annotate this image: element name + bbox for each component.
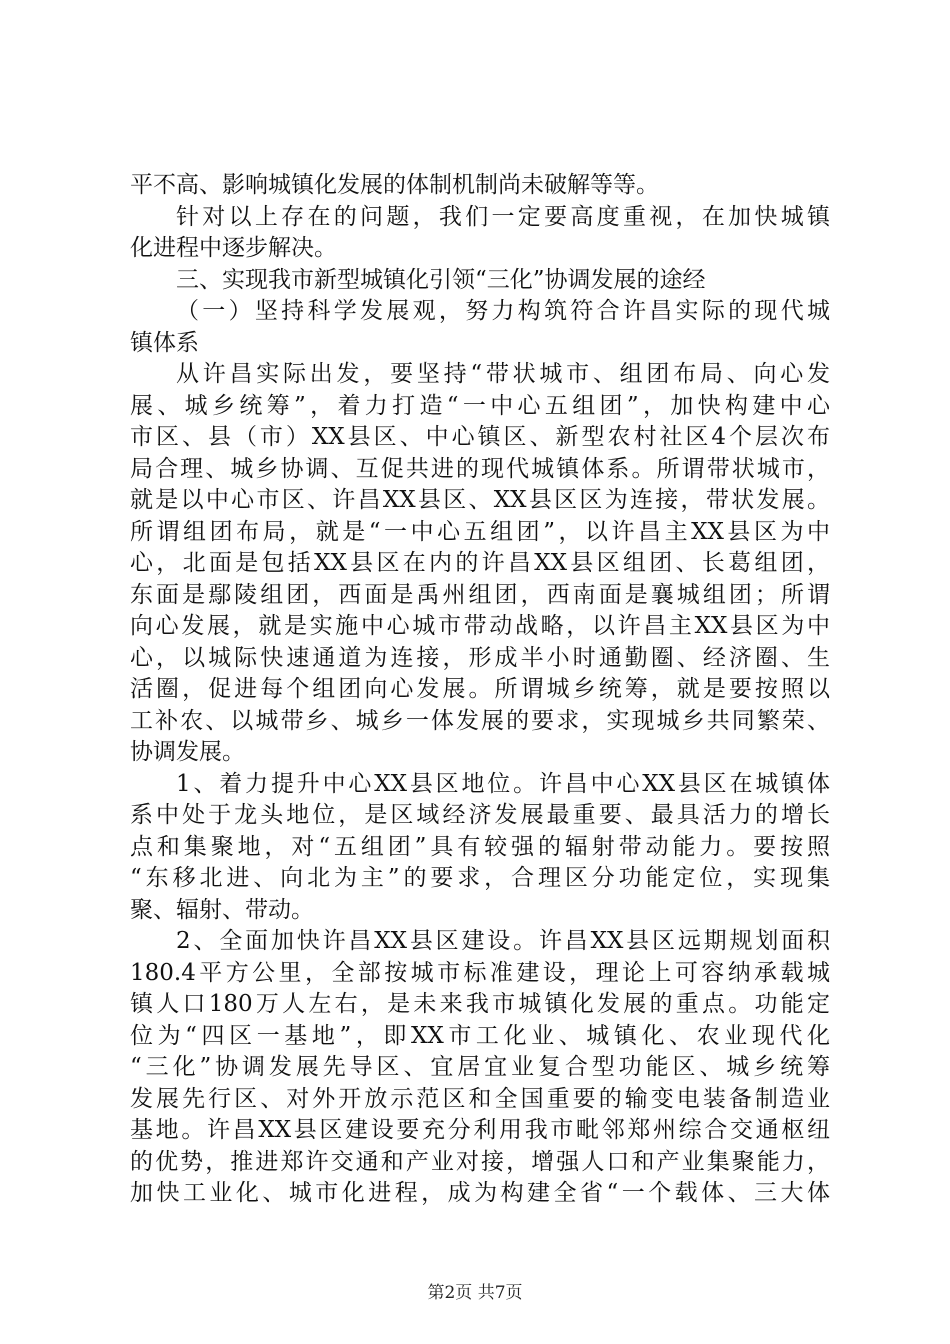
text-line: 平不高、影响城镇化发展的体制机制尚未破解等等。 [130,172,659,198]
text-line: 心，以城际快速通道为连接，形成半小时通勤圈、经济圈、生 [130,644,830,671]
text-line: 市区、县（市）XX县区、中心镇区、新型农村社区4个层次布 [130,424,830,450]
text-line: 向心发展，就是实施中心城市带动战略，以许昌主XX县区为中 [130,613,830,639]
page-footer: 第2页 共7页 [427,1283,523,1303]
text-line: 从许昌实际出发，要坚持“带状城市、组团布局、向心发 [176,361,830,387]
document-body [130,170,830,1210]
text-line: “东移北进、向北为主”的要求，合理区分功能定位，实现集 [130,865,830,891]
text-line: 2、全面加快许昌XX县区建设。许昌XX县区远期规划面积 [176,928,830,954]
text-line: 就是以中心市区、许昌XX县区、XX县区区为连接，带状发展。 [130,487,830,513]
text-line: 展、城乡统筹”，着力打造“一中心五组团”，加快构建中心 [130,392,830,419]
text-line: 系中处于龙头地位，是区域经济发展最重要、最具活力的增长 [130,802,830,828]
text-line: 聚、辐射、带动。 [130,896,314,923]
text-line: 协调发展。 [130,739,245,765]
text-line: 活圈，促进每个组团向心发展。所谓城乡统筹，就是要按照以 [130,676,830,702]
text-line: 1、着力提升中心XX县区地位。许昌中心XX县区在城镇体 [176,770,830,797]
text-line: 针对以上存在的问题，我们一定要高度重视，在加快城镇 [176,203,830,230]
text-line: 工补农、以城带乡、城乡一体发展的要求，实现城乡共同繁荣、 [130,707,830,734]
text-line: 镇体系 [130,329,199,356]
text-line: 加快工业化、城市化进程，成为构建全省“一个载体、三大体 [130,1180,830,1206]
text-line: （一）坚持科学发展观，努力构筑符合许昌实际的现代城 [176,298,830,324]
text-line: “三化”协调发展先导区、宜居宜业复合型功能区、城乡统筹 [130,1054,830,1080]
text-line: 局合理、城乡协调、互促共进的现代城镇体系。所谓带状城市， [130,455,830,482]
text-line: 的优势，推进郑许交通和产业对接，增强人口和产业集聚能力， [130,1148,830,1175]
text-line: 180.4平方公里，全部按城市标准建设，理论上可容纳承载城 [130,959,830,986]
text-line: 东面是鄢陵组团，西面是禹州组团，西南面是襄城组团；所谓 [130,581,830,608]
text-line: 镇人口180万人左右，是未来我市城镇化发展的重点。功能定 [130,991,830,1017]
text-line: 位为“四区一基地”，即XX市工化业、城镇化、农业现代化 [130,1022,830,1049]
text-line: 基地。许昌XX县区建设要充分利用我市毗邻郑州综合交通枢纽 [130,1117,830,1143]
text-line: 三、实现我市新型城镇化引领“三化”协调发展的途经 [176,266,706,293]
text-line: 心，北面是包括XX县区在内的许昌XX县区组团、长葛组团， [130,550,830,576]
text-line: 所谓组团布局，就是“一中心五组团”，以许昌主XX县区为中 [130,518,830,545]
text-line: 化进程中逐步解决。 [130,235,337,261]
text-line: 点和集聚地，对“五组团”具有较强的辐射带动能力。要按照 [130,833,830,860]
text-line: 发展先行区、对外开放示范区和全国重要的输变电装备制造业 [130,1085,830,1112]
